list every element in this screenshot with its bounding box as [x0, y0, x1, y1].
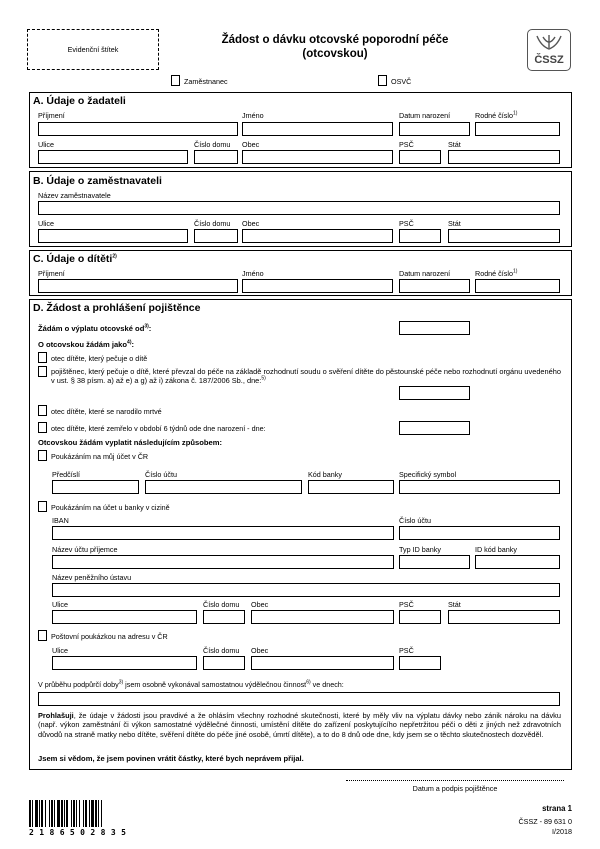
applicant-name-field[interactable]	[242, 122, 393, 136]
applicant-birthdate-label: Datum narození	[399, 111, 451, 120]
applicant-zip-label: PSČ	[399, 140, 414, 149]
barcode-bar	[79, 800, 80, 827]
self-employment-label: V průběhu podpůrčí doby$^{3)}$ jsem osobně vykonával samostatnou výdělečnou činnost$^{6)}$ ve dnech:	[38, 679, 344, 689]
barcode-bar	[64, 800, 65, 827]
barcode	[29, 800, 125, 827]
applicant-birthno-field[interactable]	[475, 122, 560, 136]
foreign-account-no-field[interactable]	[399, 526, 560, 540]
opt-child-died-label: otec dítěte, které zemřelo v období 6 týdnů ode dne narození - dne:	[51, 424, 266, 433]
pay-foreign-checkbox[interactable]	[38, 501, 47, 512]
account-owner-label: Název účtu příjemce	[52, 545, 118, 554]
payment-heading: Otcovskou žádám vyplatit následujícím způsobem:	[38, 438, 222, 447]
section-request-title: D. Žádost a prohlášení pojištěnce	[33, 302, 201, 314]
section-child-title: C. Údaje o dítěti$^{2)}$	[33, 253, 117, 265]
barcode-bar	[71, 800, 72, 827]
pay-postal-label: Poštovní poukázkou na adresu v ČR	[51, 632, 168, 641]
applicant-houseno-label: Číslo domu	[194, 140, 231, 149]
signature-label: Datum a podpis pojištěnce	[412, 784, 498, 793]
postal-houseno-field[interactable]	[203, 656, 245, 670]
bank-code-field[interactable]	[308, 480, 394, 494]
bank-id-code-field[interactable]	[475, 555, 560, 569]
bank-state-field[interactable]	[448, 610, 560, 624]
barcode-bar	[41, 800, 43, 827]
applicant-zip-field[interactable]	[399, 150, 441, 164]
bank-houseno-field[interactable]	[203, 610, 245, 624]
postal-city-field[interactable]	[251, 656, 394, 670]
applicant-name-label: Jméno	[242, 111, 264, 120]
account-owner-field[interactable]	[52, 555, 394, 569]
employer-houseno-field[interactable]	[194, 229, 238, 243]
opt-stillborn-label: otec dítěte, které se narodilo mrtvé	[51, 407, 162, 416]
barcode-number: 2 1 8 6 5 0 2 8 3 5	[29, 828, 127, 837]
applicant-city-label: Obec	[242, 140, 260, 149]
pay-domestic-label: Poukázáním na můj účet v ČR	[51, 452, 149, 461]
pay-foreign-label: Poukázáním na účet u banky v cizině	[51, 503, 170, 512]
barcode-bar	[83, 800, 84, 827]
postal-zip-label: PSČ	[399, 646, 414, 655]
opt-child-died-checkbox[interactable]	[38, 422, 47, 433]
cssz-logo	[527, 29, 571, 71]
account-no-label: Číslo účtu	[145, 470, 177, 479]
barcode-bar	[32, 800, 33, 827]
bank-id-code-label: ID kód banky	[475, 545, 517, 554]
barcode-bar	[89, 800, 90, 827]
pay-domestic-checkbox[interactable]	[38, 450, 47, 461]
foreign-account-no-label: Číslo účtu	[399, 516, 431, 525]
opt-father-cares-checkbox[interactable]	[38, 352, 47, 363]
applicant-birthdate-field[interactable]	[399, 122, 470, 136]
awareness-statement: Jsem si vědom, že jsem povinen vrátit částky, které bych neprávem přijal.	[38, 754, 304, 763]
bank-city-field[interactable]	[251, 610, 394, 624]
bank-code-label: Kód banky	[308, 470, 342, 479]
applicant-street-field[interactable]	[38, 150, 188, 164]
barcode-bar	[49, 800, 50, 827]
employer-city-label: Obec	[242, 219, 260, 228]
employer-houseno-label: Číslo domu	[194, 219, 231, 228]
employer-zip-field[interactable]	[399, 229, 441, 243]
child-birthdate-label: Datum narození	[399, 269, 451, 278]
barcode-bar	[91, 800, 94, 827]
iban-label: IBAN	[52, 516, 69, 525]
child-birthdate-field[interactable]	[399, 279, 470, 293]
barcode-bar	[85, 800, 87, 827]
cssz-logo-text: ČSSZ	[534, 54, 564, 66]
employer-state-label: Stát	[448, 219, 461, 228]
specific-symbol-field[interactable]	[399, 480, 560, 494]
bank-name-field[interactable]	[52, 583, 560, 597]
barcode-bar	[29, 800, 31, 827]
employer-name-label: Název zaměstnavatele	[38, 191, 111, 200]
barcode-bar	[61, 800, 63, 827]
employer-state-field[interactable]	[448, 229, 560, 243]
bank-street-label: Ulice	[52, 600, 68, 609]
bank-houseno-label: Číslo domu	[203, 600, 240, 609]
request-from-label: Žádám o výplatu otcovské $od^{3)}$:	[38, 323, 152, 333]
prefix-field[interactable]	[52, 480, 139, 494]
applicant-houseno-field[interactable]	[194, 150, 238, 164]
employer-zip-label: PSČ	[399, 219, 414, 228]
opt-stillborn-checkbox[interactable]	[38, 405, 47, 416]
barcode-bar	[39, 800, 40, 827]
barcode-bar	[57, 800, 60, 827]
barcode-bar	[101, 800, 102, 827]
barcode-bar	[51, 800, 53, 827]
bank-state-label: Stát	[448, 600, 461, 609]
employer-city-field[interactable]	[242, 229, 393, 243]
record-label-text: Evidenční štítek	[67, 45, 119, 54]
section-applicant-title: A. Údaje o žadateli	[33, 95, 126, 107]
osvc-checkbox[interactable]	[378, 75, 387, 86]
bank-street-field[interactable]	[52, 610, 197, 624]
applicant-birthno-label: Rodné číslo$^{1)}$	[475, 110, 518, 120]
form-title-line2: (otcovskou)	[302, 48, 368, 60]
barcode-bar	[54, 800, 55, 827]
applicant-surname-field[interactable]	[38, 122, 238, 136]
osvc-label: OSVČ	[391, 77, 412, 86]
self-employment-days-field[interactable]	[38, 692, 560, 706]
barcode-bar	[95, 800, 97, 827]
barcode-bar	[35, 800, 38, 827]
applicant-city-field[interactable]	[242, 150, 393, 164]
barcode-bar	[66, 800, 68, 827]
bank-zip-field[interactable]	[399, 610, 441, 624]
declaration-text: Prohlašuji, že údaje v žádosti jsou pravdivé a že ohlásím všechny rozhodné skutečnosti, které by měly vliv na výplatu dávky nebo zánik nároku na dávku (např. výkon zaměstnání či výkon samostatné výdělečné činnosti, umístění dítěte do zařízení poskytujícího nepřetržitou péči o děti z jiných než zdravotních důvodů na straně matky nebo dítěte, svěření dítěte do péče jiné osobě, úmrtí dítěte), a to do 8 dnů ode dne, kdy jsem se o těchto skutečnostech dozvěděl.	[38, 711, 561, 739]
applicant-state-field[interactable]	[448, 150, 560, 164]
child-surname-field[interactable]	[38, 279, 238, 293]
bank-name-label: Název peněžního ústavu	[52, 573, 132, 582]
postal-zip-field[interactable]	[399, 656, 441, 670]
child-birthno-field[interactable]	[475, 279, 560, 293]
barcode-bar	[73, 800, 75, 827]
cssz-logo-icon	[528, 32, 570, 54]
opt-foster-label: pojištěnec, který pečuje o dítě, které převzal do péče na základě rozhodnutí soudu o svěření dítěte do pěstounské péče nebo rozhodnutí orgánu uvedeného v ust. § 38 písm. a) až e) a g) až i) zákona č. 187/2006 Sb., dne:$^{5)}$	[51, 367, 561, 386]
child-name-label: Jméno	[242, 269, 264, 278]
signature-line[interactable]	[346, 780, 564, 781]
child-birthno-label: Rodné číslo$^{1)}$	[475, 268, 518, 278]
employee-checkbox[interactable]	[171, 75, 180, 86]
account-no-field[interactable]	[145, 480, 302, 494]
applicant-street-label: Ulice	[38, 140, 54, 149]
postal-houseno-label: Číslo domu	[203, 646, 240, 655]
postal-street-label: Ulice	[52, 646, 68, 655]
form-code: ČSSZ - 89 631 0	[518, 817, 572, 826]
foster-date-field[interactable]	[399, 386, 470, 400]
opt-foster-checkbox[interactable]	[38, 366, 47, 377]
employer-street-field[interactable]	[38, 229, 188, 243]
postal-street-field[interactable]	[52, 656, 197, 670]
form-title	[165, 33, 505, 61]
opt-father-cares-label: otec dítěte, který pečuje o dítě	[51, 354, 148, 363]
bank-id-type-label: Typ ID banky	[399, 545, 441, 554]
barcode-bar	[45, 800, 46, 827]
request-as-heading: O otcovskou žádám jako$^{4)}$:	[38, 339, 135, 349]
employee-label: Zaměstnanec	[184, 77, 228, 86]
iban-field[interactable]	[52, 526, 394, 540]
barcode-bar	[76, 800, 77, 827]
postal-city-label: Obec	[251, 646, 269, 655]
applicant-surname-label: Příjmení	[38, 111, 65, 120]
employer-street-label: Ulice	[38, 219, 54, 228]
specific-symbol-label: Specifický symbol	[399, 470, 457, 479]
page-number: strana 1	[542, 804, 572, 813]
section-employer-title: B. Údaje o zaměstnavateli	[33, 175, 162, 187]
bank-id-type-field[interactable]	[399, 555, 470, 569]
prefix-label: Předčíslí	[52, 470, 80, 479]
child-name-field[interactable]	[242, 279, 393, 293]
bank-city-label: Obec	[251, 600, 269, 609]
form-version: I/2018	[552, 827, 572, 836]
pay-postal-checkbox[interactable]	[38, 630, 47, 641]
form-title-line1: Žádost o dávku otcovské poporodní péče	[221, 34, 449, 46]
child-surname-label: Příjmení	[38, 269, 65, 278]
applicant-state-label: Stát	[448, 140, 461, 149]
employer-name-field[interactable]	[38, 201, 560, 215]
request-from-field[interactable]	[399, 321, 470, 335]
bank-zip-label: PSČ	[399, 600, 414, 609]
barcode-bar	[98, 800, 99, 827]
child-died-date-field[interactable]	[399, 421, 470, 435]
